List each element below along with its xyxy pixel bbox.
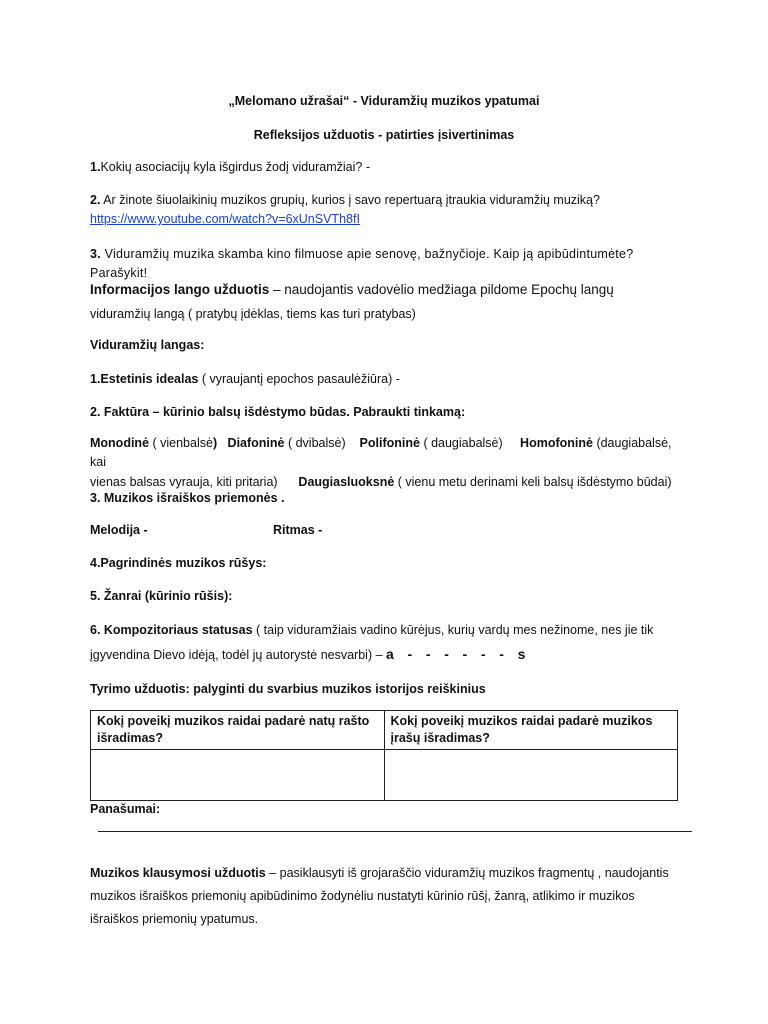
page-title: „Melomano užrašai“ - Viduramžių muzikos ypatumai — [228, 94, 540, 108]
item-expression-means: 3. Muzikos išraiškos priemonės . — [90, 491, 285, 505]
answer-hint: a - - - - - - s — [386, 646, 531, 663]
table-answer-cell-notation[interactable] — [91, 750, 385, 801]
item-genres: 5. Žanrai (kūrinio rūšis): — [90, 589, 233, 603]
page-subtitle: Refleksijos užduotis - patirties įsivertinimas — [253, 128, 515, 142]
question-1: 1.Kokių asociacijų kyla išgirdus žodį viduramžiai? - — [90, 160, 370, 174]
youtube-link[interactable]: https://www.youtube.com/watch?v=6xUnSVTh8fI — [90, 212, 360, 227]
rhythm-label: Ritmas - — [273, 523, 323, 537]
similarities-label: Panašumai: — [90, 802, 161, 816]
item-music-types: 4.Pagrindinės muzikos rūšys: — [90, 556, 267, 570]
item-texture: 2. Faktūra – kūrinio balsų išdėstymo būdas. Pabraukti tinkamą: — [90, 405, 466, 419]
melody-label: Melodija - — [90, 523, 148, 537]
comparison-table — [90, 710, 678, 801]
texture-options: Monodinė ( vienbalsė) Diafoninė ( dvibalsė) Polifoninė ( daugiabalsė) Homofoninė (daugiabalsė, kai vienas balsas vyrauja, kiti pritaria) Daugiasluoksnė ( vienu metu derinami keli balsų išdėstymo būdai) — [90, 436, 672, 489]
question-2: 2. Ar žinote šiuolaikinių muzikos grupių, kurios į savo repertuarą įtraukia viduramžių muziką? https://www.youtube.com/watch?v=6xUnSVTh8fI — [90, 193, 600, 227]
listening-task: Muzikos klausymosi užduotis – pasiklausyti iš grojaraščio viduramžių muzikos fragmentų , naudojantis muzikos išraiškos priemonių apibūdinimo žodynėliu nustatyti kūrinio rūšį, žanrą, atlikimo ir muzikos išraiškos priemonių ypatumus. — [90, 866, 669, 927]
table-header-row — [91, 711, 678, 750]
question-3: 3. Viduramžių muzika skamba kino filmuose apie senovę, bažnyčioje. Kaip ją apibūdintumėte? Parašykit! — [90, 247, 634, 281]
item-aesthetic-ideal: 1.Estetinis idealas ( vyraujantį epochos pasaulėžiūra) - — [90, 372, 400, 386]
table-header-recording: Kokį poveikį muzikos raidai padarė muzikos įrašų išradimas? — [384, 711, 678, 750]
info-window-task: Informacijos lango užduotis – naudojantis vadovėlio medžiaga pildome Epochų langų viduramžių langą ( pratybų įdėklas, tiems kas turi pratybas) — [90, 282, 614, 321]
table-answer-row — [91, 750, 678, 801]
item-composer-status: 6. Kompozitoriaus statusas ( taip viduramžiais vadino kūrėjus, kurių vardų mes nežinome, nes jie tik įgyvendina Dievo idėją, todėl jų autorystė nesvarbi) – a - - - - - - s — [90, 623, 654, 663]
window-heading: Viduramžių langas: — [90, 338, 205, 352]
research-task: Tyrimo užduotis: palyginti du svarbius muzikos istorijos reiškinius — [90, 682, 486, 696]
table-answer-cell-recording[interactable] — [384, 750, 678, 801]
table-header-notation: Kokį poveikį muzikos raidai padarė natų rašto išradimas? — [91, 711, 385, 750]
answer-line[interactable] — [98, 831, 692, 832]
